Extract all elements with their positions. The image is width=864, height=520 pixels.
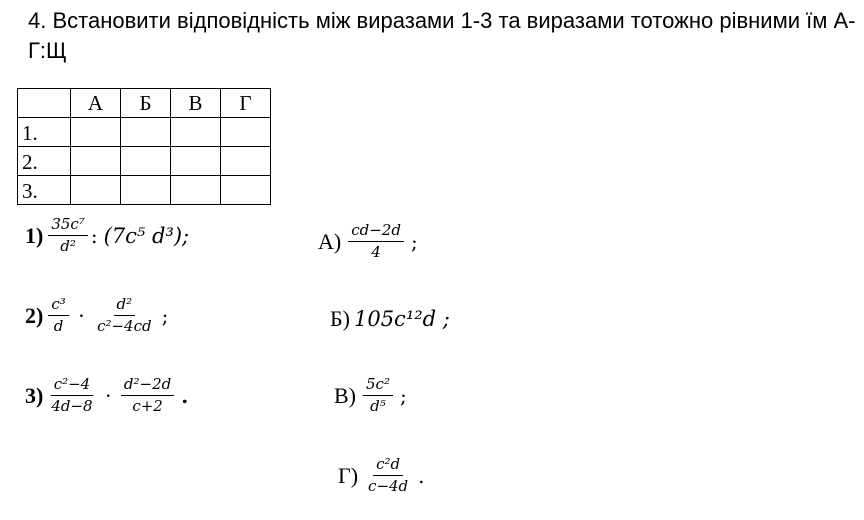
grid-cell[interactable] bbox=[71, 118, 121, 147]
answer-g-fraction bbox=[365, 456, 411, 495]
answer-a-end: ; bbox=[410, 229, 418, 254]
expression-3-end: . bbox=[181, 383, 189, 408]
answer-v-end: ; bbox=[399, 383, 407, 408]
fraction-denominator: c²−4cd bbox=[97, 317, 152, 335]
answer-a-label: А) bbox=[318, 228, 342, 254]
fraction-numerator: c²d bbox=[373, 456, 403, 476]
answer-grid bbox=[17, 88, 271, 205]
fraction-numerator: c²−4 bbox=[51, 376, 94, 396]
answer-g-label: Г) bbox=[338, 462, 359, 488]
fraction-numerator: cd−2d bbox=[348, 222, 404, 242]
expression-1-fraction bbox=[48, 216, 88, 255]
fraction-numerator: d²−2d bbox=[121, 376, 174, 396]
fraction-numerator: 5c² bbox=[363, 376, 393, 396]
expression-1 bbox=[25, 216, 189, 255]
fraction-numerator: d² bbox=[114, 296, 136, 316]
grid-cell[interactable] bbox=[121, 147, 171, 176]
fraction-numerator: 35c⁷ bbox=[48, 216, 88, 236]
grid-cell[interactable] bbox=[221, 118, 271, 147]
grid-row-label: 3. bbox=[18, 176, 71, 205]
expression-2-fraction-2 bbox=[94, 296, 155, 335]
expression-1-divisor: (7c⁵ d³); bbox=[103, 223, 190, 248]
grid-header-g: Г bbox=[221, 89, 271, 118]
grid-cell[interactable] bbox=[171, 176, 221, 205]
grid-cell[interactable] bbox=[221, 176, 271, 205]
expression-1-label: 1) bbox=[25, 222, 44, 248]
grid-row bbox=[18, 176, 271, 205]
grid-header-b: Б bbox=[121, 89, 171, 118]
grid-row bbox=[18, 147, 271, 176]
multiply-dot: · bbox=[77, 302, 86, 328]
answer-v-fraction bbox=[363, 376, 393, 415]
answer-a-fraction bbox=[348, 222, 404, 261]
grid-header-v: В bbox=[171, 89, 221, 118]
expression-2 bbox=[25, 296, 168, 335]
answer-b-label: Б) bbox=[330, 306, 350, 331]
grid-cell[interactable] bbox=[171, 118, 221, 147]
answer-b bbox=[330, 306, 450, 332]
expression-3-fraction-1 bbox=[48, 376, 95, 415]
grid-corner-cell[interactable] bbox=[18, 89, 71, 118]
grid-cell[interactable] bbox=[171, 147, 221, 176]
colon-operator: : bbox=[90, 223, 98, 248]
grid-cell[interactable] bbox=[71, 147, 121, 176]
grid-cell[interactable] bbox=[121, 176, 171, 205]
task-title: 4. Встановити відповідність між виразами 1-3 та виразами тотожно рівними їм А-Г:Щ bbox=[28, 8, 856, 63]
fraction-numerator: c³ bbox=[48, 296, 68, 316]
answer-a bbox=[318, 222, 418, 261]
expression-2-end: ; bbox=[161, 303, 169, 328]
grid-header-row bbox=[18, 89, 271, 118]
multiply-dot: · bbox=[104, 382, 112, 408]
grid-row-label: 1. bbox=[18, 118, 71, 147]
answer-b-expression: 105c¹²d ; bbox=[353, 307, 450, 331]
grid-cell[interactable] bbox=[121, 118, 171, 147]
answer-g-end: . bbox=[418, 463, 425, 488]
answer-g bbox=[338, 456, 425, 495]
expression-3-fraction-2 bbox=[121, 376, 174, 415]
fraction-denominator: d⁵ bbox=[370, 397, 386, 415]
grid-row bbox=[18, 118, 271, 147]
expression-3 bbox=[25, 376, 188, 415]
answer-v-label: В) bbox=[334, 382, 356, 408]
fraction-denominator: 4 bbox=[371, 243, 381, 261]
answer-v bbox=[334, 376, 407, 415]
grid-row-label: 2. bbox=[18, 147, 71, 176]
grid-header-a: А bbox=[71, 89, 121, 118]
fraction-denominator: 4d−8 bbox=[51, 397, 93, 415]
grid-cell[interactable] bbox=[71, 176, 121, 205]
expression-2-label: 2) bbox=[25, 302, 44, 328]
expression-3-label: 3) bbox=[25, 382, 44, 408]
expression-2-fraction-1 bbox=[48, 296, 68, 335]
grid-cell[interactable] bbox=[221, 147, 271, 176]
fraction-denominator: d² bbox=[60, 237, 76, 255]
fraction-denominator: c+2 bbox=[132, 397, 163, 415]
fraction-denominator: d bbox=[53, 317, 64, 335]
fraction-denominator: c−4d bbox=[368, 477, 409, 495]
